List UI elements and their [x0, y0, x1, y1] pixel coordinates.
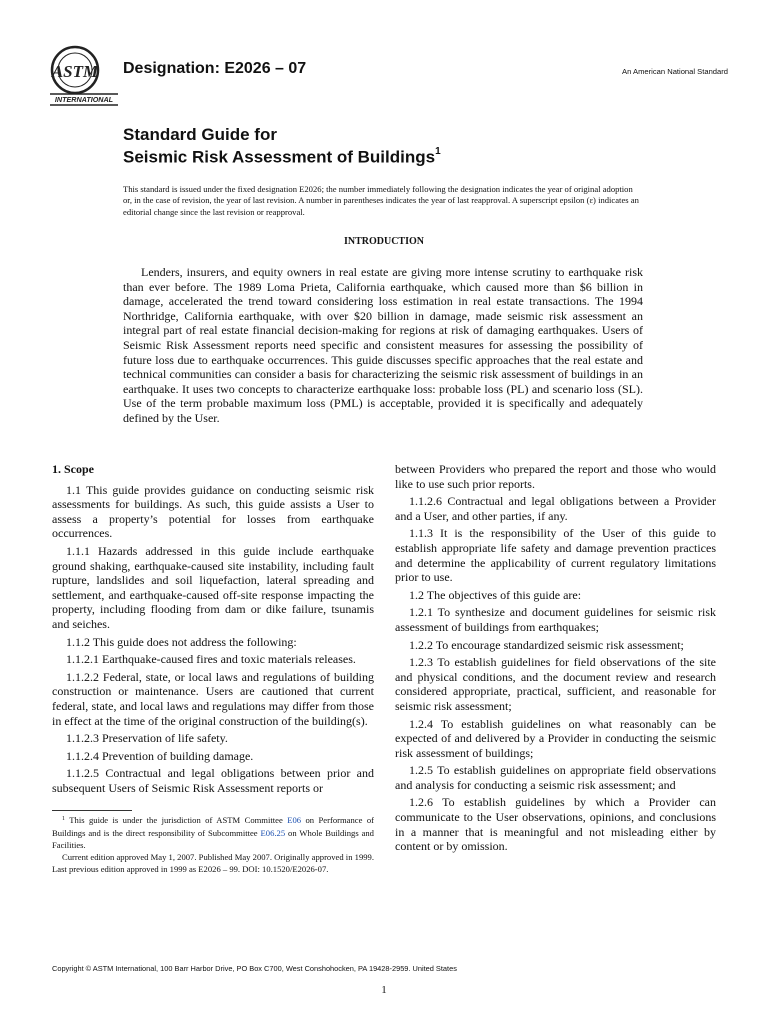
logo-sub: INTERNATIONAL: [54, 95, 114, 104]
scope-heading: 1. Scope: [52, 462, 94, 476]
designation: Designation: E2026 – 07: [123, 60, 307, 77]
title-footnote-mark: 1: [435, 146, 441, 157]
scope-column-right: [395, 462, 716, 857]
paragraph: 1.2.6 To establish guidelines by which a Provider can communicate to the User observations, opinions, and conclusions in a manner that is meaningful and not misleading either by content or by omission.: [395, 795, 716, 854]
footnote-text: on Performance of Buildings and is the direct responsibility of Subcommittee: [52, 815, 374, 839]
title-line-2: [123, 144, 441, 167]
footnote-1: [52, 815, 374, 851]
paragraph: 1.1.3 It is the responsibility of the User of this guide to establish appropriate life safety and damage prevention practices and determine the applicability of current regulatory limitations prior to use.: [395, 526, 716, 585]
paragraph: 1.2.5 To establish guidelines on appropriate field observations and analysis for conducting a seismic risk assessment; and: [395, 763, 716, 792]
paragraph: 1.1.2.5 Contractual and legal obligations between prior and subsequent Users of Seismic Risk Assessment reports or: [52, 766, 374, 795]
footnote-divider: [52, 810, 132, 811]
paragraph: 1.2 The objectives of this guide are:: [409, 587, 582, 602]
astm-logo: [48, 44, 120, 108]
title-text: Seismic Risk Assessment of Buildings: [123, 147, 436, 167]
paragraph: 1.1.2 This guide does not address the following:: [66, 634, 297, 649]
subcommittee-e06-25-link[interactable]: E06.25: [260, 828, 286, 839]
logo-text: ASTM: [51, 62, 99, 81]
copyright: Copyright © ASTM International, 100 Barr Harbor Drive, PO Box C700, West Conshohocken, PA 19428-2959. United States: [52, 964, 457, 973]
paragraph: 1.1.2.1 Earthquake-caused fires and toxic materials releases.: [66, 652, 356, 667]
paragraph: 1.1 This guide provides guidance on conducting seismic risk assessments for buildings. As such, this guide assists a User to assess a property’s potential for losses from earthquake occurrences.: [52, 482, 374, 541]
footnotes: [52, 815, 374, 876]
designation-notice: This standard is issued under the fixed designation E2026; the number immediately following the designation indicates the year of original adoption or, in the case of revision, the year of last revision. A number in parentheses indicates the year of last reapproval. A superscript epsilon (ε) indicates an editorial change since the last revision or reapproval.: [123, 184, 639, 217]
introduction-heading: INTRODUCTION: [343, 236, 424, 247]
title-line-1: Standard Guide for: [123, 125, 277, 144]
paragraph: 1.1.2.2 Federal, state, or local laws and regulations of building construction or maintenance. Users are cautioned that current federal, state, and local laws and regulations may differ from those in effect at the time of the original construction of the building(s).: [52, 669, 374, 728]
paragraph: 1.2.3 To establish guidelines for field observations of the site and physical conditions, and the document review and research considered appropriate, practical, sufficient, and reasonable for seismic risk assessment;: [395, 655, 716, 713]
paragraph: 1.2.4 To establish guidelines on what reasonably can be expected of and delivered by a Provider in conducting the seismic risk assessment of buildings;: [395, 716, 716, 760]
committee-e06-link[interactable]: E06: [287, 815, 302, 825]
footnote-mark: 1: [62, 816, 65, 822]
paragraph: 1.2.1 To synthesize and document guidelines for seismic risk assessment of buildings from earthquakes;: [395, 605, 716, 634]
page-number: 1: [381, 984, 387, 996]
national-standard-label: An American National Standard: [622, 67, 728, 76]
footnote-2: Current edition approved May 1, 2007. Published May 2007. Originally approved in 1999. Last previous edition approved in 1999 as E2026 – 99. DOI: 10.1520/E2026-07.: [52, 852, 374, 874]
page-title: [123, 125, 441, 167]
paragraph: 1.1.2.6 Contractual and legal obligations between a Provider and a User, and other parties, if any.: [395, 494, 716, 523]
footnote-text: This guide is under the jurisdiction of ASTM Committee: [69, 815, 288, 825]
paragraph: 1.2.2 To encourage standardized seismic risk assessment;: [409, 637, 684, 652]
paragraph: 1.1.2.4 Prevention of building damage.: [66, 748, 254, 763]
introduction-text: Lenders, insurers, and equity owners in real estate are giving more intense scrutiny to earthquake risk than ever before. The 1989 Loma Prieta, California earthquake, which caused more than $6 billion in damage, accelerated the trend toward considering loss estimation in real estate transactions. The 1994 Northridge, California earthquake, with over $20 billion in damage, made seismic risk assessment an integral part of real estate financial decision-making for regions at risk of damaging earthquakes. Users of Seismic Risk Assessment reports need specific and consistent measures for assessing the possibility of future loss due to earthquake occurrences. This guide discusses specific approaches that the real estate and technical communities can consider a basis for characterizing the seismic risk assessment of buildings in an earthquake. It uses two concepts to characterize earthquake loss: probable loss (PL) and scenario loss (SL). Use of the term probable maximum loss (PML) is acceptable, provided it is specifically and adequately defined by the User.: [123, 265, 643, 425]
footnote-text: on Whole Buildings and Facilities.: [52, 828, 374, 850]
paragraph: 1.1.1 Hazards addressed in this guide include earthquake ground shaking, earthquake-caused site instability, including fault rupture, landslides and soil liquefaction, lateral spreading and settlement, and earthquake-caused off-site response impacting the property, including flooding from dam or dike failure, tsunamis and seiches.: [52, 543, 374, 631]
paragraph: 1.1.2.3 Preservation of life safety.: [66, 731, 228, 746]
scope-column-left: [52, 462, 374, 798]
paragraph-continued: between Providers who prepared the report and those who would like to use such prior reports.: [395, 462, 716, 491]
